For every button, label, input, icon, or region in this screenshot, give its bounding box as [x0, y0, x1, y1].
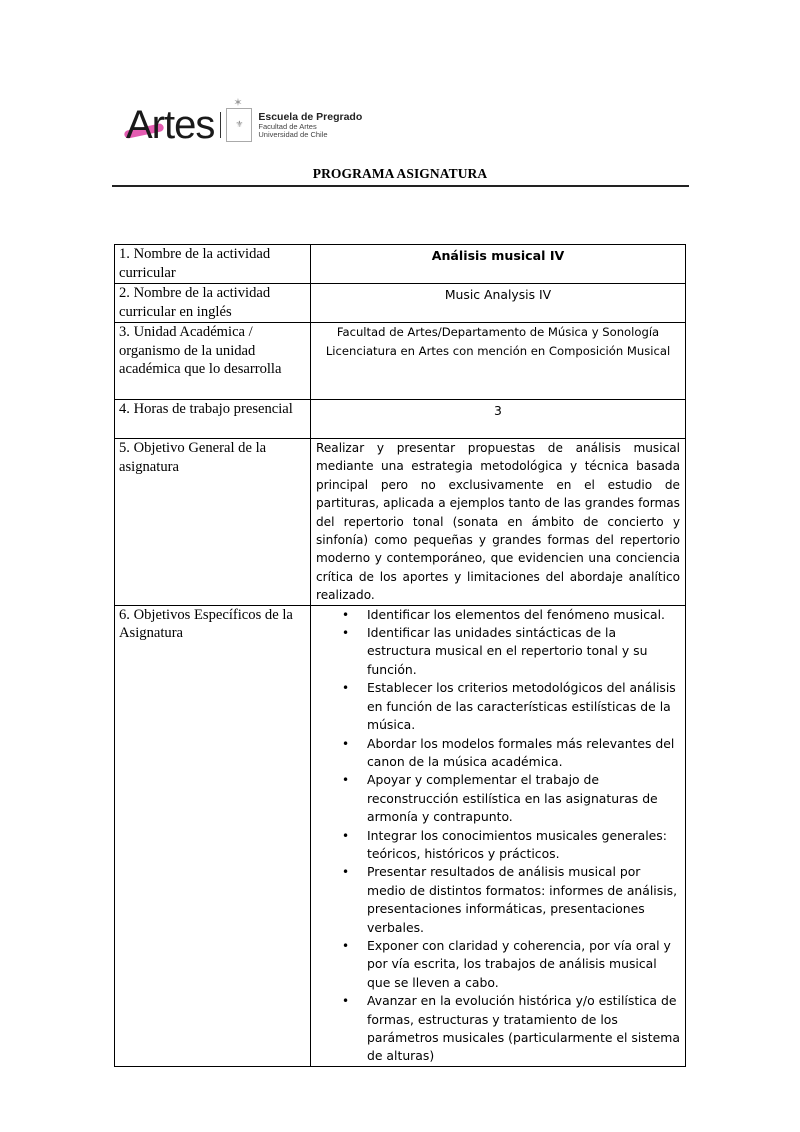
course-name-value: Análisis musical IV	[311, 245, 686, 284]
row-label: 3. Unidad Académica / organismo de la unidad académica que lo desarrolla	[115, 323, 311, 400]
list-item: • Identificar los elementos del fenómeno musical.	[342, 606, 681, 624]
academic-unit-value	[311, 323, 686, 400]
faculty-name: Facultad de Artes	[258, 122, 317, 131]
list-item: • Establecer los criterios metodológicos del análisis en función de las características estilísticas de la música.	[342, 680, 676, 733]
list-item: • Abordar los modelos formales más relevantes del canon de la música académica.	[342, 735, 675, 769]
row-label: 2. Nombre de la actividad curricular en inglés	[115, 284, 311, 323]
title-divider	[112, 185, 689, 187]
table-row	[115, 400, 686, 439]
specific-objectives-value	[311, 605, 686, 1066]
list-item: • Integrar los conocimientos musicales generales: teóricos, históricos y prácticos.	[342, 827, 667, 861]
contact-hours-value: 3	[311, 400, 686, 439]
bullet-icon: •	[342, 681, 350, 696]
list-item: • Avanzar en la evolución histórica y/o estilística de formas, estructuras y tratamiento de los parámetros musicales (particularmente el sistema de alturas)	[342, 993, 680, 1064]
row-label: 5. Objetivo General de la asignatura	[115, 439, 311, 606]
academic-unit-line1: Facultad de Artes/Departamento de Música y Sonología	[336, 325, 660, 339]
logo-text	[258, 111, 362, 139]
program-table	[114, 244, 686, 1067]
bullet-icon: •	[342, 773, 350, 788]
document-title: PROGRAMA ASIGNATURA	[312, 166, 488, 181]
table-row	[115, 284, 686, 323]
specific-objectives-list	[315, 606, 681, 1066]
bullet-icon: •	[342, 626, 350, 641]
bullet-icon: •	[342, 607, 350, 622]
logo-wordmark: Artes	[126, 105, 214, 145]
list-item: • Identificar las unidades sintácticas de la estructura musical en el repertorio tonal y su función.	[342, 625, 648, 677]
bullet-icon: •	[342, 828, 350, 843]
table-row	[115, 439, 686, 606]
academic-unit-line2: Licenciatura en Artes con mención en Composición Musical	[325, 343, 671, 358]
row-label: 4. Horas de trabajo presencial	[115, 400, 311, 439]
bullet-icon: •	[342, 865, 350, 880]
bullet-icon: •	[342, 938, 350, 953]
course-name-english-value: Music Analysis IV	[311, 284, 686, 323]
row-label: 6. Objetivos Específicos de la Asignatura	[115, 605, 311, 1066]
table-row	[115, 323, 686, 400]
list-item: • Presentar resultados de análisis musical por medio de distintos formatos: informes de análisis, presentaciones informáticas, presentaciones verbales.	[342, 864, 678, 935]
star-icon: ✶	[233, 96, 243, 109]
list-item: • Apoyar y complementar el trabajo de reconstrucción estilística en las asignaturas de armonía y contrapunto.	[342, 772, 658, 825]
university-name: Universidad de Chile	[258, 130, 328, 139]
bullet-icon: •	[342, 736, 350, 751]
logo-separator	[220, 112, 221, 138]
table-row	[115, 605, 686, 1066]
university-crest-icon: ✶ ⚜	[226, 108, 252, 142]
row-label: 1. Nombre de la actividad curricular	[115, 245, 311, 284]
table-row	[115, 245, 686, 284]
bullet-icon: •	[342, 994, 350, 1009]
list-item: • Exponer con claridad y coherencia, por vía oral y por vía escrita, los trabajos de análisis musical que se lleven a cabo.	[342, 937, 671, 990]
artes-logo	[126, 96, 363, 150]
general-objective-value: Realizar y presentar propuestas de análisis musical mediante una estrategia metodológica y técnica basada principal pero no exclusivamente en el estudio de partituras, aplicada a ejemplos tanto de las grandes formas del repertorio tonal (sonata en ámbito de concierto y sinfonía) como pequeñas y grandes formas del repertorio moderno y contemporáneo, que evidencien una conciencia crítica de los aportes y limitaciones del abordaje analítico realizado.	[311, 439, 686, 606]
school-name: Escuela de Pregrado	[258, 111, 363, 123]
